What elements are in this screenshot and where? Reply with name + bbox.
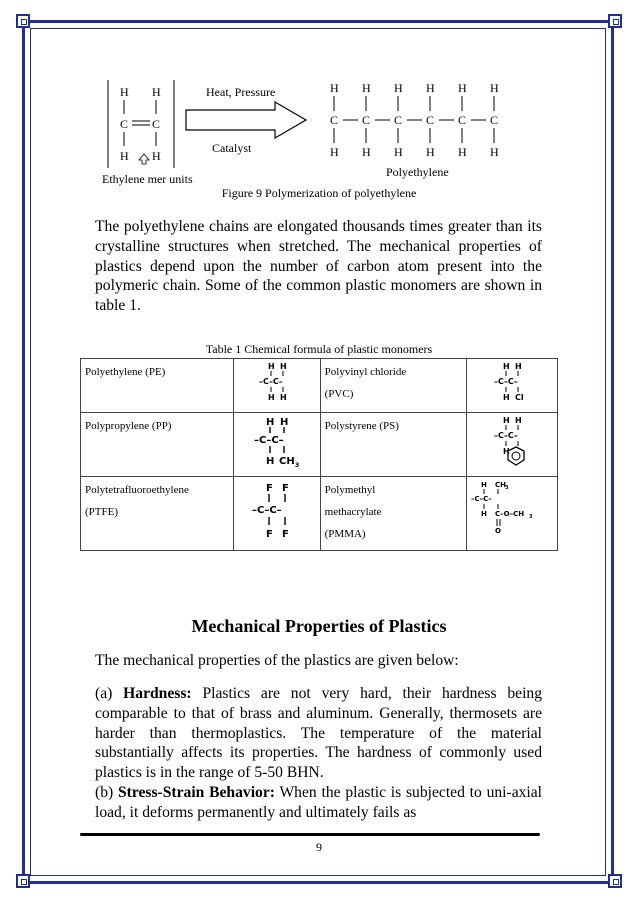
table-row — [81, 359, 558, 413]
ethylene-label: Ethylene mer units — [102, 172, 193, 186]
svg-text:–C–C–: –C–C– — [470, 495, 492, 503]
svg-text:H: H — [120, 85, 129, 99]
svg-text:H: H — [502, 393, 510, 402]
footer-rule — [80, 833, 540, 836]
table-caption: Table 1 Chemical formula of plastic monomers — [205, 342, 433, 356]
svg-text:–C–C–: –C–C– — [258, 377, 283, 386]
svg-text:F: F — [265, 483, 273, 494]
item-stress-strain: (b) Stress-Strain Behavior: When the plastic is subjected to uni-axial load, it deforms permanently and ultimately fails as — [95, 784, 543, 821]
item-hardness: (a) Hardness: Plastics are not very hard, their hardness being comparable to that of brass and aluminum. Generally, thermosets are harder than thermoplastics. The temperature of the material substantially affects its properties. The hardness of commonly used plastics is in the range of 5-50 BHN. — [95, 685, 543, 782]
ptfe-structure — [233, 477, 320, 551]
body-paragraph: The polyethylene chains are elongated thousands times greater than its crystalline structures when stretched. The mechanical properties of plastics depend upon the number of carbon atom present into the polymeric chain. Some of the common plastic monomers are shown in table 1. — [95, 218, 542, 315]
svg-text:C: C — [394, 113, 403, 127]
figure-caption: Figure 9 Polymerization of polyethylene — [221, 186, 417, 200]
svg-text:3: 3 — [294, 462, 299, 469]
svg-text:H: H — [458, 81, 467, 95]
svg-text:H: H — [514, 362, 522, 371]
pp-structure — [233, 413, 320, 477]
svg-text:H: H — [480, 510, 487, 518]
corner-ornament — [16, 874, 30, 888]
svg-text:H: H — [502, 416, 510, 425]
svg-text:H: H — [426, 145, 435, 159]
svg-text:C: C — [458, 113, 467, 127]
page-number: 9 — [316, 840, 322, 854]
svg-text:H: H — [120, 149, 129, 163]
table-cell-name: Polyvinyl chloride (PVC) — [320, 359, 466, 413]
pvc-structure — [466, 359, 557, 413]
svg-text:H: H — [265, 456, 275, 467]
table-row — [81, 413, 558, 477]
svg-text:3: 3 — [504, 485, 509, 491]
svg-text:O: O — [494, 527, 501, 535]
svg-text:CH: CH — [494, 481, 506, 489]
pe-structure — [233, 359, 320, 413]
corner-ornament — [16, 14, 30, 28]
svg-text:H: H — [265, 417, 275, 428]
svg-text:H: H — [330, 145, 339, 159]
svg-text:C: C — [330, 113, 339, 127]
svg-text:H: H — [502, 447, 510, 456]
svg-text:C: C — [490, 113, 499, 127]
svg-text:H: H — [394, 145, 403, 159]
table-cell-name: Polytetrafluoroethylene (PTFE) — [81, 477, 234, 551]
svg-text:C: C — [426, 113, 435, 127]
arrow-label-top: Heat, Pressure — [206, 85, 276, 99]
svg-text:H: H — [279, 417, 289, 428]
svg-text:F: F — [281, 483, 289, 494]
svg-text:H: H — [458, 145, 467, 159]
svg-text:H: H — [330, 81, 339, 95]
svg-text:F: F — [265, 529, 273, 540]
svg-text:H: H — [279, 393, 287, 402]
svg-text:–C–C–: –C–C– — [253, 435, 284, 446]
svg-text:H: H — [152, 85, 161, 99]
svg-text:F: F — [281, 529, 289, 540]
svg-text:H: H — [480, 481, 487, 489]
arrow-label-bottom: Catalyst — [212, 141, 252, 155]
svg-text:H: H — [490, 145, 499, 159]
svg-text:CH: CH — [278, 456, 295, 467]
section-intro: The mechanical properties of the plastics are given below: — [95, 652, 459, 669]
table-cell-name: Polypropylene (PP) — [81, 413, 234, 477]
svg-text:C: C — [152, 117, 161, 131]
svg-text:C: C — [120, 117, 129, 131]
corner-ornament — [608, 14, 622, 28]
monomer-table — [80, 358, 558, 551]
svg-text:H: H — [514, 416, 522, 425]
svg-text:H: H — [267, 393, 275, 402]
corner-ornament — [608, 874, 622, 888]
svg-text:H: H — [502, 362, 510, 371]
svg-text:–C–C–: –C–C– — [493, 431, 518, 440]
svg-text:H: H — [279, 362, 287, 371]
table-cell-name: Polymethyl methacrylate (PMMA) — [320, 477, 466, 551]
svg-text:H: H — [426, 81, 435, 95]
table-cell-name: Polystyrene (PS) — [320, 413, 466, 477]
table-row — [81, 477, 558, 551]
svg-text:Cl: Cl — [514, 393, 524, 402]
polyethylene-label: Polyethylene — [386, 165, 449, 179]
svg-text:3: 3 — [528, 514, 533, 520]
pmma-structure — [466, 477, 557, 551]
svg-text:H: H — [152, 149, 161, 163]
svg-text:H: H — [362, 145, 371, 159]
svg-text:H: H — [362, 81, 371, 95]
ps-structure — [466, 413, 557, 477]
table-cell-name: Polyethylene (PE) — [81, 359, 234, 413]
svg-text:C: C — [362, 113, 371, 127]
svg-text:–C–C–: –C–C– — [493, 377, 518, 386]
section-heading: Mechanical Properties of Plastics — [191, 616, 447, 636]
svg-text:–C–C–: –C–C– — [251, 505, 282, 516]
svg-text:H: H — [394, 81, 403, 95]
svg-text:H: H — [267, 362, 275, 371]
svg-text:H: H — [490, 81, 499, 95]
svg-text:C–O–CH: C–O–CH — [494, 510, 525, 518]
